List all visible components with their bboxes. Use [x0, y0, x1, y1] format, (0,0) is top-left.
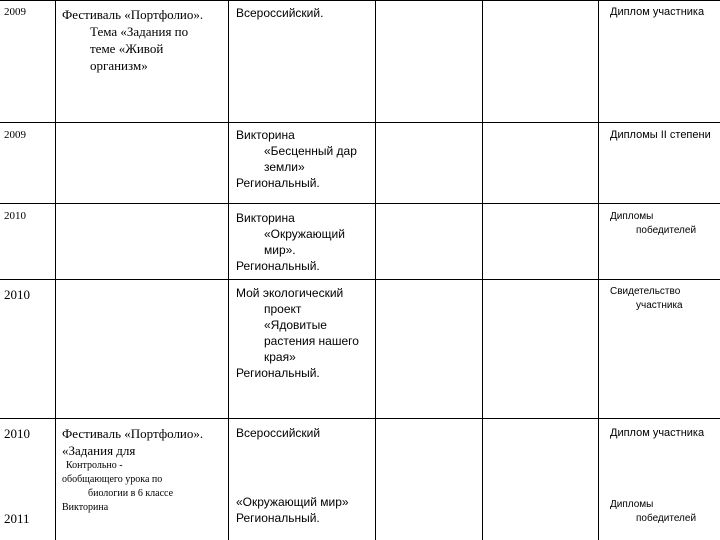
- event-line: Тема «Задания по: [90, 24, 189, 39]
- level-line: «Окружающий: [264, 227, 345, 241]
- level-line: Региональный.: [236, 366, 320, 380]
- event-line: Викторина: [62, 502, 109, 513]
- column-divider: [598, 0, 599, 540]
- level-cell: [236, 127, 357, 191]
- event-line: Контрольно -: [66, 460, 123, 471]
- event-line: Фестиваль «Портфолио».: [62, 7, 204, 22]
- level-cell: [236, 285, 359, 381]
- year-cell-second: 2011: [4, 511, 30, 526]
- level-line: проект: [264, 302, 302, 316]
- row-divider: [0, 279, 720, 280]
- column-divider: [228, 0, 229, 540]
- event-line: «Задания для: [62, 443, 136, 458]
- event-line: организм»: [90, 58, 148, 73]
- result-cell: Диплом участника: [610, 427, 705, 439]
- result-line: участника: [636, 300, 683, 311]
- event-line: биологии в 6 классе: [88, 488, 174, 499]
- result-line: Дипломы: [610, 499, 654, 510]
- level-line: «Окружающий мир»: [236, 495, 349, 509]
- result-line: Свидетельство: [610, 286, 681, 297]
- result-line: победителей: [636, 225, 697, 236]
- level-line: Викторина: [236, 128, 295, 142]
- year-cell: 2010: [4, 210, 26, 222]
- year-cell: 2009: [4, 6, 26, 18]
- result-line: победителей: [636, 513, 697, 524]
- year-cell: 2009: [4, 129, 26, 141]
- row-divider: [0, 418, 720, 419]
- result-cell: [610, 285, 683, 313]
- result-cell: Диплом участника: [610, 6, 705, 18]
- level-line: земли»: [264, 160, 305, 174]
- level-line: «Ядовитые: [264, 318, 327, 332]
- row-divider: [0, 122, 720, 123]
- column-divider: [482, 0, 483, 540]
- column-divider: [55, 0, 56, 540]
- event-line: теме «Живой: [90, 41, 164, 56]
- event-line: обобщающего урока по: [62, 474, 163, 485]
- table-border-top: [0, 0, 720, 1]
- level-line: «Бесценный дар: [264, 144, 357, 158]
- level-line: Региональный.: [236, 176, 320, 190]
- level-line: мир».: [264, 243, 296, 257]
- level-line: Викторина: [236, 211, 295, 225]
- level-cell: Всероссийский.: [236, 6, 324, 20]
- year-cell: 2010: [4, 426, 30, 441]
- result-line: Дипломы: [610, 211, 654, 222]
- event-line: Фестиваль «Портфолио».: [62, 426, 204, 441]
- level-line: растения нашего: [264, 334, 359, 348]
- level-cell: [236, 210, 345, 274]
- level-line: Региональный.: [236, 259, 320, 273]
- event-cell: [62, 6, 203, 74]
- column-divider: [375, 0, 376, 540]
- level-line: Мой экологический: [236, 286, 344, 300]
- row-divider: [0, 203, 720, 204]
- result-cell-second: [610, 498, 696, 526]
- level-cell: Всероссийский: [236, 426, 321, 440]
- result-cell: Дипломы II степени: [610, 129, 711, 141]
- event-cell: [62, 425, 203, 515]
- year-cell: 2010: [4, 287, 30, 302]
- level-line: края»: [264, 350, 296, 364]
- level-line: Региональный.: [236, 511, 320, 525]
- result-cell: [610, 210, 696, 238]
- level-cell-second: [236, 494, 349, 526]
